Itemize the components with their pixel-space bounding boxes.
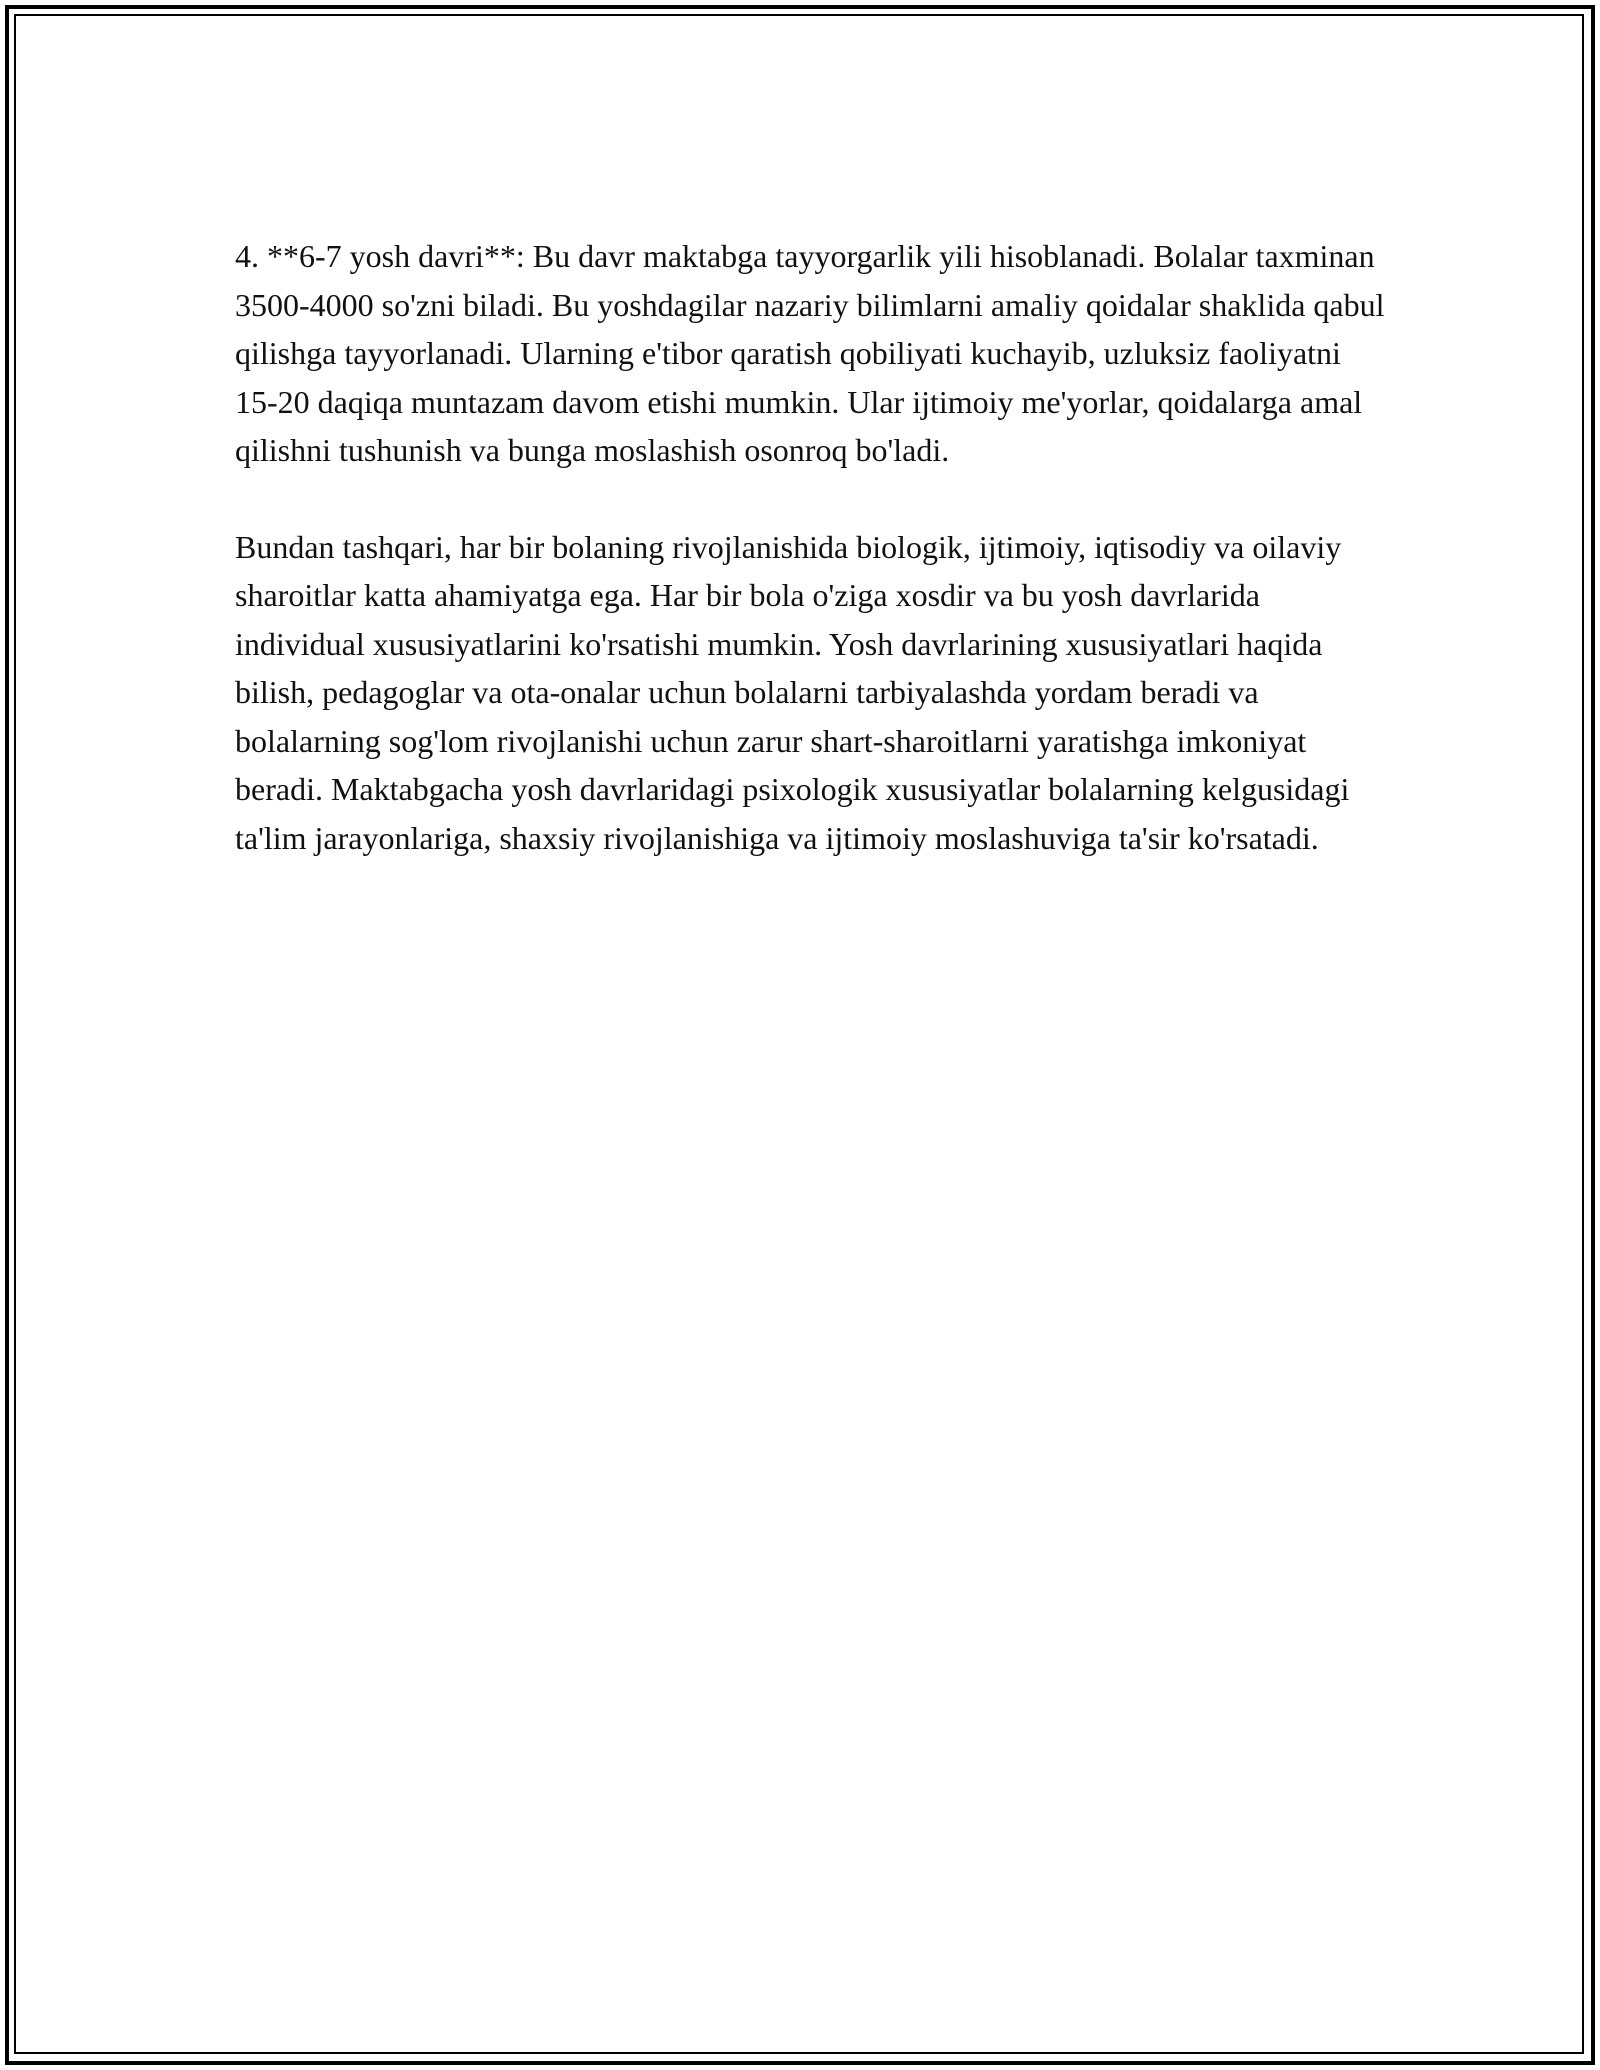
document-body [235, 232, 1385, 910]
paragraph-conclusion: Bundan tashqari, har bir bolaning rivojlanishida biologik, ijtimoiy, iqtisodiy va oilaviy sharoitlar katta ahamiyatga ega. Har bir bola o'ziga xosdir va bu yosh davrlarida individual xususiyatlarini ko'rsatishi mumkin. Yosh davrlarining xususiyatlari haqida bilish, pedagoglar va ota-onalar uchun bolalarni tarbiyalashda yordam beradi va bolalarning sog'lom rivojlanishi uchun zarur shart-sharoitlarni yaratishga imkoniyat beradi. Maktabgacha yosh davrlaridagi psixologik xususiyatlar bolalarning kelgusidagi ta'lim jarayonlariga, shaxsiy rivojlanishiga va ijtimoiy moslashuviga ta'sir ko'rsatadi. [235, 528, 1350, 856]
paragraph-age-6-7: 4. **6-7 yosh davri**: Bu davr maktabga tayyorgarlik yili hisoblanadi. Bolalar taxminan 3500-4000 so'zni biladi. Bu yoshdagilar nazariy bilimlarni amaliy qoidalar shaklida qabul qilishga tayyorlanadi. Ularning e'tibor qaratish qobiliyati kuchayib, uzluksiz faoliyatni 15-20 daqiqa muntazam davom etishi mumkin. Ular ijtimoiy me'yorlar, qoidalarga amal qilishni tushunish va bunga moslashish osonroq bo'ladi. [235, 238, 1385, 468]
